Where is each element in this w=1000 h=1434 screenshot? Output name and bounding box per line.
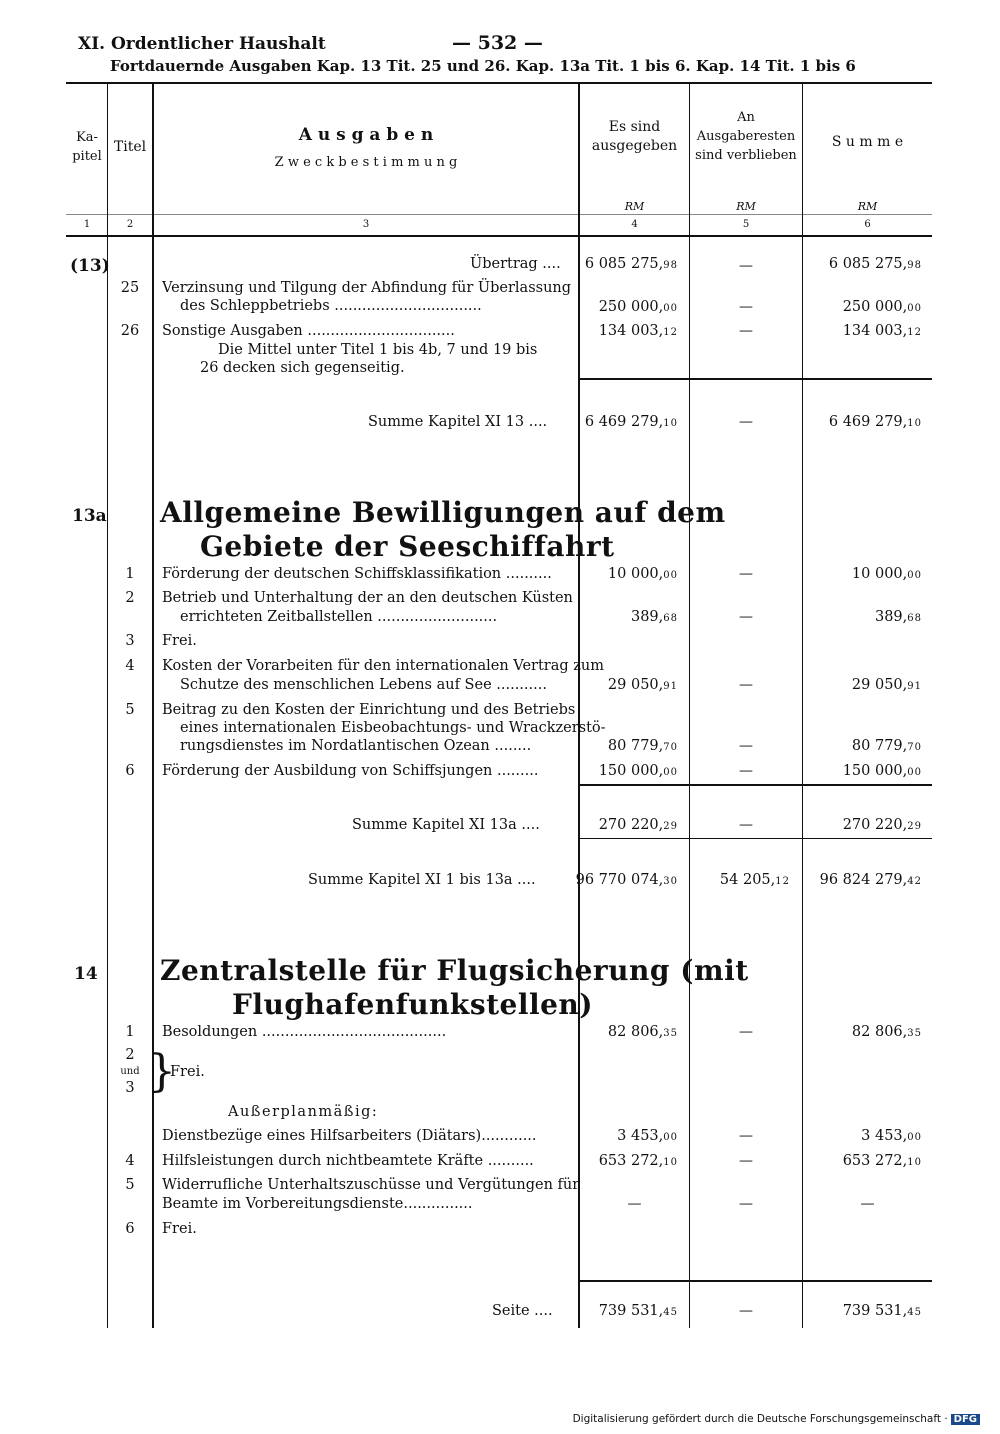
titel-13a-5-col5: —	[739, 738, 753, 754]
titel-14-4: 4	[125, 1153, 135, 1169]
titel-14-1: 1	[125, 1024, 135, 1040]
titel-13a-5-text-3: rungsdienstes im Nordatlantischen Ozean ........	[180, 738, 532, 754]
titel-25-col5: —	[739, 299, 753, 315]
total-col6: 96 824 279,42	[819, 872, 922, 888]
titel-14-5-col6: —	[860, 1196, 875, 1212]
total-col5: 54 205,12	[719, 872, 790, 888]
total-1-13a-label: Summe Kapitel XI 1 bis 13a ....	[308, 872, 536, 888]
titel-14-1-col5: —	[739, 1024, 753, 1040]
titel-13a-5: 5	[125, 702, 135, 718]
titel-26-text: Sonstige Ausgaben ................................	[162, 323, 455, 339]
page-subtitle: Fortdauernde Ausgaben Kap. 13 Tit. 25 und 26. Kap. 13a Tit. 1 bis 6. Kap. 14 Tit. 1 bis 6	[110, 57, 856, 75]
sum-13-col4: 6 469 279,10	[584, 414, 678, 430]
sum-13-label: Summe Kapitel XI 13 ....	[368, 414, 548, 430]
reste-header: An Ausgaberesten sind verblieben	[695, 110, 797, 163]
titel-25: 25	[120, 280, 140, 296]
titel-13a-6-text: Förderung der Ausbildung von Schiffsjungen .........	[162, 763, 539, 779]
titel-13a-1-col5: —	[739, 566, 753, 582]
footer-text: Digitalisierung gefördert durch die Deutsche Forschungsgemeinschaft ·	[572, 1413, 948, 1425]
sum-13a-col6: 270 220,29	[842, 817, 922, 833]
titel-14-2-3-text: Frei.	[170, 1064, 205, 1080]
titel-14-5-text-1: Widerrufliche Unterhaltszuschüsse und Vergütungen für	[162, 1177, 580, 1193]
titel-14-5: 5	[125, 1177, 135, 1193]
titel-25-col6: 250 000,00	[842, 299, 922, 315]
titel-13a-2: 2	[125, 590, 135, 606]
colnum-6: 6	[864, 219, 871, 230]
chapter-14-label: 14	[74, 964, 98, 984]
dienstbezuege-col4: 3 453,00	[617, 1128, 678, 1144]
summe-header: S u m m e	[831, 134, 904, 150]
chapter-14-title-1: Zentralstelle für Flugsicherung (mit	[160, 954, 749, 987]
titel-13a-1-text: Förderung der deutschen Schiffsklassifikation ..........	[162, 566, 552, 582]
titel-14-6-text: Frei.	[162, 1221, 197, 1237]
titel-13a-2-text-2: errichteten Zeitballstellen ..........................	[180, 609, 498, 625]
col-divider-5	[802, 84, 803, 1328]
titel-13a-5-text-1: Beitrag zu den Kosten der Einrichtung und des Betriebs	[162, 702, 576, 718]
colnum-3: 3	[362, 219, 370, 230]
sum13a-underline	[580, 838, 932, 839]
sum-13-col6: 6 469 279,10	[828, 414, 922, 430]
chapter-13a-title-2: Gebiete der Seeschiffahrt	[200, 530, 615, 563]
titel-13a-6-col4: 150 000,00	[598, 763, 678, 779]
zweck-header: Z w e c k b e s t i m m u n g	[274, 155, 458, 170]
unit-col4: RM	[624, 200, 645, 213]
dienstbezuege-text: Dienstbezüge eines Hilfsarbeiters (Diätars)............	[162, 1128, 537, 1144]
sum13-rule	[580, 378, 932, 380]
titel-14-4-col4: 653 272,10	[598, 1153, 678, 1169]
titel-14-5-col4: —	[627, 1196, 642, 1212]
titel-14-1-col6: 82 806,35	[851, 1024, 922, 1040]
titel-14-und: und	[120, 1066, 140, 1077]
titel-13a-4: 4	[125, 658, 135, 674]
dienstbezuege-col5: —	[739, 1128, 753, 1144]
titel-14-6: 6	[125, 1221, 135, 1237]
titel-14-3: 3	[125, 1080, 135, 1096]
titel-25-col4: 250 000,00	[598, 299, 678, 315]
sum13a-rule	[580, 784, 932, 786]
titel-13a-1: 1	[125, 566, 135, 582]
brace-icon: }	[148, 1046, 176, 1097]
ausgegeben-header: Es sind ausgegeben	[591, 119, 678, 154]
ausserplan-heading: Außerplanmäßig:	[228, 1104, 379, 1120]
titel-13a-2-col6: 389,68	[874, 609, 922, 625]
titel-14-4-col5: —	[739, 1153, 753, 1169]
titel-13a-4-text-1: Kosten der Vorarbeiten für den internationalen Vertrag zum	[162, 658, 604, 674]
sum-13a-label: Summe Kapitel XI 13a ....	[352, 817, 540, 833]
titel-26-col4: 134 003,12	[598, 323, 678, 339]
titel-13a-4-col4: 29 050,91	[607, 677, 678, 693]
total-col4: 96 770 074,30	[575, 872, 678, 888]
unit-col6: RM	[857, 200, 878, 213]
titel-13a-3: 3	[125, 633, 135, 649]
titel-26-col5: —	[739, 323, 753, 339]
titel-header: Titel	[113, 139, 147, 155]
titel-13a-5-col4: 80 779,70	[607, 738, 678, 754]
colnum-4: 4	[631, 219, 638, 230]
uebertrag-col4: 6 085 275,98	[584, 256, 678, 272]
kapitel-header: Ka- pitel	[72, 130, 102, 164]
titel-13a-6-col5: —	[739, 763, 753, 779]
dienstbezuege-col6: 3 453,00	[861, 1128, 922, 1144]
ausgaben-header: A u s g a b e n	[298, 125, 434, 145]
seite-col5: —	[739, 1303, 753, 1319]
dfg-footer	[573, 1413, 980, 1425]
titel-13a-2-col5: —	[739, 609, 753, 625]
uebertrag-col5: —	[739, 258, 753, 274]
colnum-1: 1	[83, 219, 91, 230]
seite-rule	[580, 1280, 932, 1282]
col-divider-3	[578, 84, 580, 1328]
titel-26-note-1: Die Mittel unter Titel 1 bis 4b, 7 und 19 bis	[218, 342, 538, 358]
chapter-13a-label: 13a	[72, 506, 107, 526]
titel-13a-2-col4: 389,68	[630, 609, 678, 625]
titel-13a-4-col6: 29 050,91	[851, 677, 922, 693]
titel-13a-4-col5: —	[739, 677, 753, 693]
titel-26-col6: 134 003,12	[842, 323, 922, 339]
titel-13a-6-col6: 150 000,00	[842, 763, 922, 779]
page-number: — 532 —	[452, 32, 543, 54]
titel-26-note-2: 26 decken sich gegenseitig.	[200, 360, 405, 376]
titel-14-5-text-2: Beamte im Vorbereitungsdienste...............	[162, 1196, 473, 1212]
unit-col5: RM	[736, 200, 756, 213]
titel-13a-5-text-2: eines internationalen Eisbeobachtungs- und Wrackzerstö-	[180, 720, 606, 736]
titel-14-1-text: Besoldungen ........................................	[162, 1024, 447, 1040]
titel-13a-2-text-1: Betrieb und Unterhaltung der an den deutschen Küsten	[162, 590, 573, 606]
colnum-2: 2	[126, 219, 134, 230]
titel-13a-1-col6: 10 000,00	[851, 566, 922, 582]
titel-25-text-1: Verzinsung und Tilgung der Abfindung für Überlassung	[162, 280, 572, 296]
sum-13a-col5: —	[739, 817, 753, 833]
titel-13a-5-col6: 80 779,70	[851, 738, 922, 754]
part-heading: XI. Ordentlicher Haushalt	[78, 34, 326, 54]
colnum-5: 5	[742, 219, 750, 230]
titel-14-4-col6: 653 272,10	[842, 1153, 922, 1169]
titel-13a-3-text: Frei.	[162, 633, 197, 649]
sum-13a-col4: 270 220,29	[598, 817, 678, 833]
titel-13a-1-col4: 10 000,00	[607, 566, 678, 582]
chapter-13-label: (13)	[70, 256, 110, 276]
titel-14-1-col4: 82 806,35	[607, 1024, 678, 1040]
titel-14-2: 2	[125, 1047, 135, 1063]
titel-13a-4-text-2: Schutze des menschlichen Lebens auf See ...........	[180, 677, 547, 693]
titel-14-5-col5: —	[739, 1196, 753, 1212]
titel-14-4-text: Hilfsleistungen durch nichtbeamtete Kräfte ..........	[162, 1153, 534, 1169]
titel-25-text-2: des Schleppbetriebs ................................	[180, 298, 482, 314]
seite-col4: 739 531,45	[598, 1303, 678, 1319]
seite-col6: 739 531,45	[842, 1303, 922, 1319]
uebertrag-col6: 6 085 275,98	[828, 256, 922, 272]
seite-label: Seite ....	[492, 1303, 553, 1319]
sum-13-col5: —	[739, 414, 753, 430]
chapter-13a-title-1: Allgemeine Bewilligungen auf dem	[160, 496, 726, 529]
chapter-14-title-2: Flughafenfunkstellen)	[232, 988, 594, 1021]
titel-13a-6: 6	[125, 763, 135, 779]
titel-26: 26	[120, 323, 140, 339]
dfg-logo: DFG	[951, 1414, 980, 1425]
uebertrag-label: Übertrag ....	[470, 256, 561, 272]
